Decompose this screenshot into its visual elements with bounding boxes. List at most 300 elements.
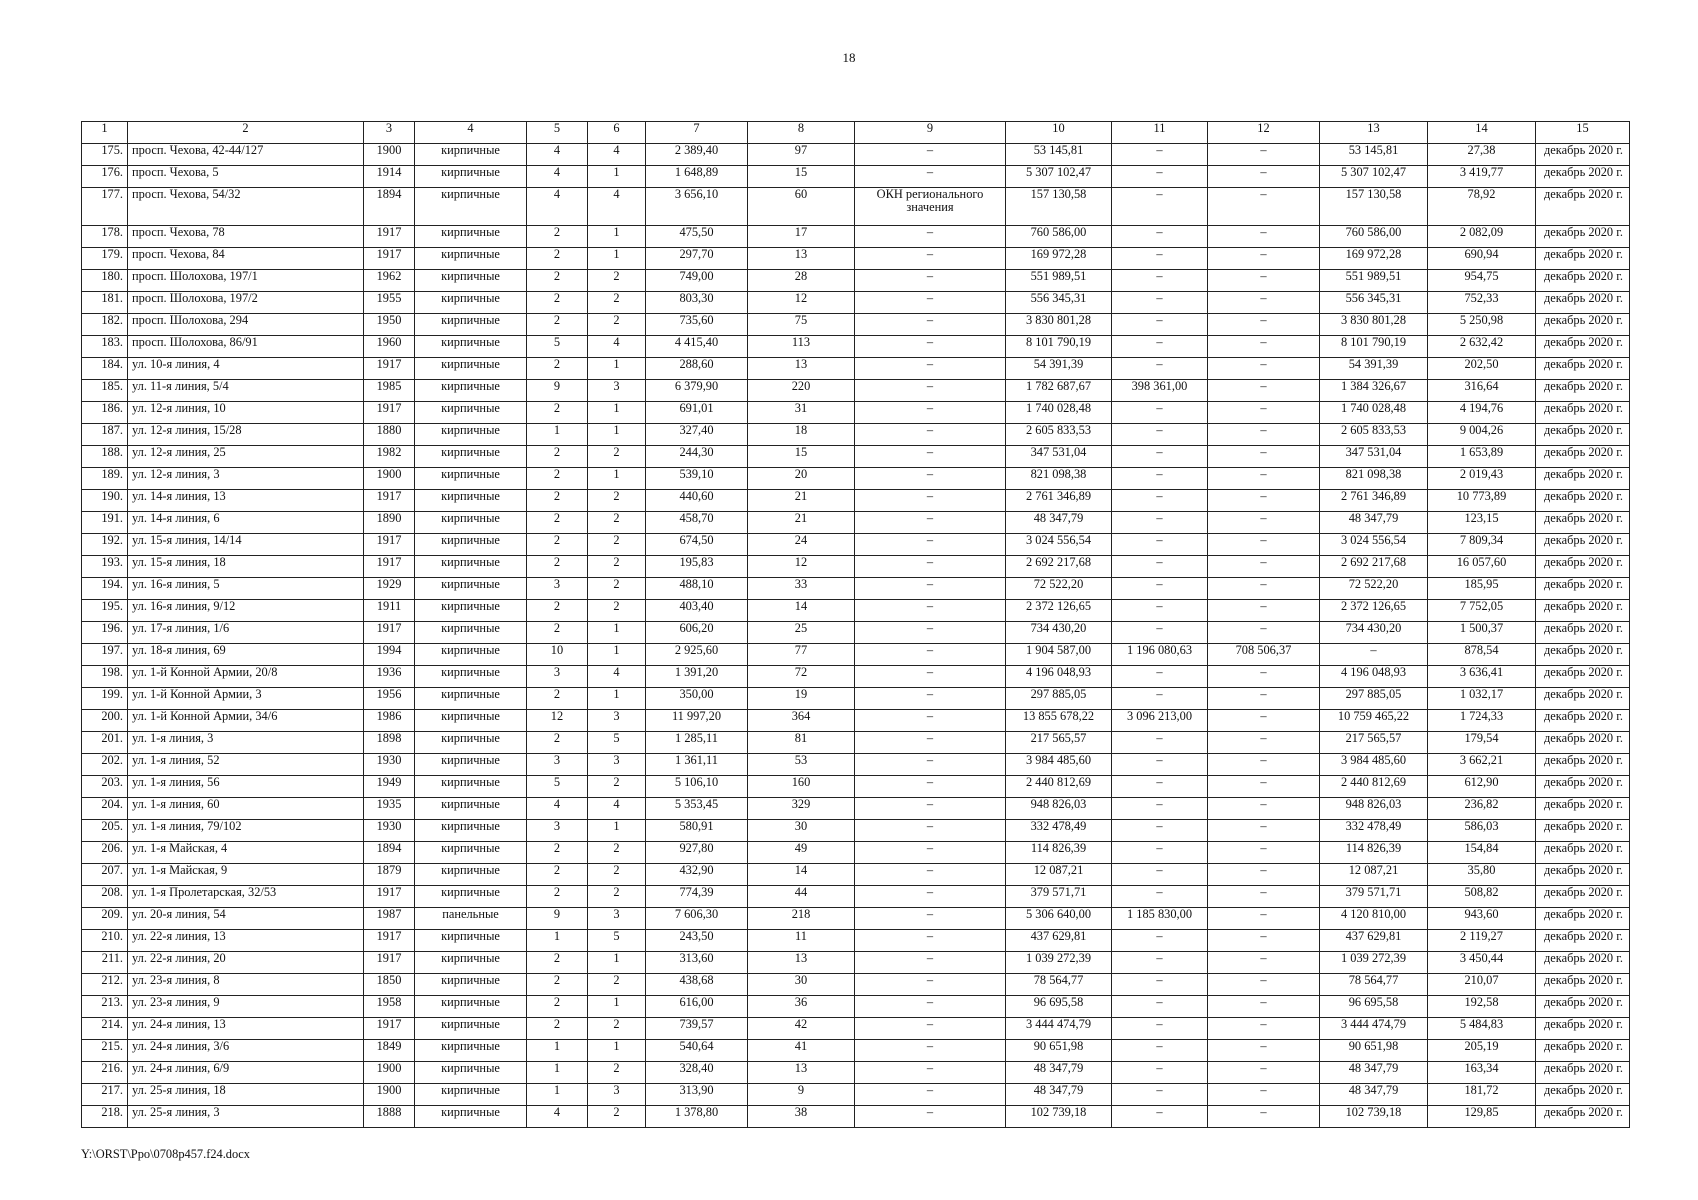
table-cell: декабрь 2020 г. xyxy=(1536,248,1630,270)
table-cell: 1 740 028,48 xyxy=(1320,402,1428,424)
table-cell: 954,75 xyxy=(1428,270,1536,292)
table-cell: – xyxy=(1208,974,1320,996)
table-cell: – xyxy=(1208,820,1320,842)
table-cell: 3 830 801,28 xyxy=(1320,314,1428,336)
table-cell: – xyxy=(855,820,1006,842)
table-cell: 81 xyxy=(748,732,855,754)
table-cell: 2 xyxy=(527,974,588,996)
table-row xyxy=(82,776,1630,798)
table-cell: – xyxy=(1112,688,1208,710)
table-cell: 220 xyxy=(748,380,855,402)
table-cell: 2 119,27 xyxy=(1428,930,1536,952)
table-cell: 288,60 xyxy=(646,358,748,380)
table-cell: – xyxy=(1208,578,1320,600)
table-cell: 1917 xyxy=(364,534,415,556)
table-cell: – xyxy=(1112,1084,1208,1106)
table-cell: 1900 xyxy=(364,468,415,490)
table-cell: 1917 xyxy=(364,622,415,644)
table-cell: 207. xyxy=(82,864,128,886)
table-row xyxy=(82,1040,1630,1062)
table-cell: 2 xyxy=(588,446,646,468)
table-cell: – xyxy=(855,292,1006,314)
table-cell: 691,01 xyxy=(646,402,748,424)
table-cell: 114 826,39 xyxy=(1320,842,1428,864)
table-cell: 10 759 465,22 xyxy=(1320,710,1428,732)
table-cell: декабрь 2020 г. xyxy=(1536,402,1630,424)
table-cell: – xyxy=(1112,314,1208,336)
table-row xyxy=(82,336,1630,358)
table-cell: 181. xyxy=(82,292,128,314)
table-cell: 1880 xyxy=(364,424,415,446)
table-cell: 179. xyxy=(82,248,128,270)
table-cell: 556 345,31 xyxy=(1006,292,1112,314)
table-cell: – xyxy=(855,952,1006,974)
table-cell: 16 057,60 xyxy=(1428,556,1536,578)
table-cell: – xyxy=(1208,424,1320,446)
header-cell: 9 xyxy=(855,122,1006,144)
table-cell: ул. 1-й Конной Армии, 3 xyxy=(128,688,364,710)
table-cell: 194. xyxy=(82,578,128,600)
table-cell: 2 xyxy=(588,292,646,314)
header-cell: 6 xyxy=(588,122,646,144)
table-cell: – xyxy=(855,930,1006,952)
table-cell: 379 571,71 xyxy=(1320,886,1428,908)
table-cell: 2 xyxy=(527,1018,588,1040)
table-cell: просп. Шолохова, 294 xyxy=(128,314,364,336)
table-cell: 1 653,89 xyxy=(1428,446,1536,468)
table-cell: 1 xyxy=(588,688,646,710)
table-cell: 1949 xyxy=(364,776,415,798)
table-cell: 169 972,28 xyxy=(1006,248,1112,270)
table-cell: 6 379,90 xyxy=(646,380,748,402)
table-cell: – xyxy=(1112,270,1208,292)
table-cell: кирпичные xyxy=(415,424,527,446)
table-cell: 2 xyxy=(527,402,588,424)
table-cell: – xyxy=(855,336,1006,358)
table-cell: – xyxy=(855,166,1006,188)
table-row xyxy=(82,732,1630,754)
buildings-table xyxy=(81,121,1630,1128)
table-row xyxy=(82,292,1630,314)
table-cell: 210,07 xyxy=(1428,974,1536,996)
table-cell: 1960 xyxy=(364,336,415,358)
table-cell: 18 xyxy=(748,424,855,446)
table-cell: декабрь 2020 г. xyxy=(1536,468,1630,490)
table-cell: 2 xyxy=(588,512,646,534)
table-cell: 3 656,10 xyxy=(646,188,748,226)
table-cell: 8 101 790,19 xyxy=(1006,336,1112,358)
table-cell: кирпичные xyxy=(415,358,527,380)
table-cell: 48 347,79 xyxy=(1006,1084,1112,1106)
table-row xyxy=(82,820,1630,842)
table-row xyxy=(82,644,1630,666)
table-cell: – xyxy=(1208,166,1320,188)
table-cell: декабрь 2020 г. xyxy=(1536,424,1630,446)
table-cell: – xyxy=(855,270,1006,292)
table-cell: 1917 xyxy=(364,358,415,380)
table-cell: 178. xyxy=(82,226,128,248)
table-cell: ОКН регионального значения xyxy=(855,188,1006,226)
table-cell: 10 773,89 xyxy=(1428,490,1536,512)
table-cell: просп. Чехова, 78 xyxy=(128,226,364,248)
table-cell: 347 531,04 xyxy=(1320,446,1428,468)
table-cell: 2 xyxy=(527,358,588,380)
table-cell: – xyxy=(1112,600,1208,622)
table-cell: 175. xyxy=(82,144,128,166)
table-cell: – xyxy=(855,732,1006,754)
table-cell: 5 307 102,47 xyxy=(1006,166,1112,188)
table-cell: 1 391,20 xyxy=(646,666,748,688)
table-cell: 4 xyxy=(527,166,588,188)
table-cell: кирпичные xyxy=(415,710,527,732)
table-cell: – xyxy=(855,248,1006,270)
table-cell: 217 565,57 xyxy=(1006,732,1112,754)
table-cell: просп. Чехова, 54/32 xyxy=(128,188,364,226)
table-cell: 49 xyxy=(748,842,855,864)
table-cell: ул. 15-я линия, 18 xyxy=(128,556,364,578)
table-cell: 11 xyxy=(748,930,855,952)
table-cell: ул. 22-я линия, 20 xyxy=(128,952,364,974)
table-cell: 185,95 xyxy=(1428,578,1536,600)
table-cell: 177. xyxy=(82,188,128,226)
table-row xyxy=(82,1062,1630,1084)
table-cell: 540,64 xyxy=(646,1040,748,1062)
table-cell: – xyxy=(1208,754,1320,776)
table-cell: 30 xyxy=(748,974,855,996)
table-cell: декабрь 2020 г. xyxy=(1536,578,1630,600)
header-cell: 1 xyxy=(82,122,128,144)
table-cell: 1982 xyxy=(364,446,415,468)
header-cell: 3 xyxy=(364,122,415,144)
table-cell: – xyxy=(1208,336,1320,358)
table-cell: 1 724,33 xyxy=(1428,710,1536,732)
table-cell: 1 xyxy=(588,358,646,380)
table-cell: декабрь 2020 г. xyxy=(1536,842,1630,864)
table-cell: 169 972,28 xyxy=(1320,248,1428,270)
table-cell: 42 xyxy=(748,1018,855,1040)
table-cell: 2 xyxy=(527,600,588,622)
table-cell: кирпичные xyxy=(415,1062,527,1084)
table-cell: 27,38 xyxy=(1428,144,1536,166)
table-cell: 123,15 xyxy=(1428,512,1536,534)
table-cell: 606,20 xyxy=(646,622,748,644)
table-row xyxy=(82,600,1630,622)
table-cell: кирпичные xyxy=(415,600,527,622)
table-cell: 31 xyxy=(748,402,855,424)
table-cell: 53 145,81 xyxy=(1006,144,1112,166)
table-cell: кирпичные xyxy=(415,952,527,974)
table-cell: 2 xyxy=(527,248,588,270)
table-row xyxy=(82,842,1630,864)
table-row xyxy=(82,270,1630,292)
table-cell: 195,83 xyxy=(646,556,748,578)
table-cell: 1917 xyxy=(364,490,415,512)
table-cell: 1 782 687,67 xyxy=(1006,380,1112,402)
table-cell: 2 xyxy=(588,556,646,578)
table-cell: 1 xyxy=(588,424,646,446)
table-cell: 2 xyxy=(588,1106,646,1128)
table-cell: – xyxy=(1208,600,1320,622)
table-cell: 48 347,79 xyxy=(1320,1084,1428,1106)
table-cell: – xyxy=(1208,1040,1320,1062)
table-cell: декабрь 2020 г. xyxy=(1536,446,1630,468)
table-cell: 2 xyxy=(527,622,588,644)
table-cell: ул. 18-я линия, 69 xyxy=(128,644,364,666)
table-cell: – xyxy=(855,1084,1006,1106)
table-cell: – xyxy=(1208,292,1320,314)
table-cell: ул. 23-я линия, 8 xyxy=(128,974,364,996)
table-cell: – xyxy=(855,710,1006,732)
table-cell: 821 098,38 xyxy=(1006,468,1112,490)
table-cell: ул. 12-я линия, 25 xyxy=(128,446,364,468)
table-cell: 332 478,49 xyxy=(1006,820,1112,842)
table-cell: 5 306 640,00 xyxy=(1006,908,1112,930)
table-cell: – xyxy=(1208,380,1320,402)
table-cell: – xyxy=(855,622,1006,644)
table-cell: 11 997,20 xyxy=(646,710,748,732)
table-cell: 328,40 xyxy=(646,1062,748,1084)
table-cell: 2 xyxy=(527,292,588,314)
table-row xyxy=(82,578,1630,600)
table-cell: 7 752,05 xyxy=(1428,600,1536,622)
table-cell: – xyxy=(855,1018,1006,1040)
table-cell: 72 xyxy=(748,666,855,688)
table-cell: – xyxy=(855,1062,1006,1084)
table-row xyxy=(82,864,1630,886)
table-cell: 760 586,00 xyxy=(1320,226,1428,248)
table-cell: кирпичные xyxy=(415,512,527,534)
table-cell: кирпичные xyxy=(415,776,527,798)
table-cell: кирпичные xyxy=(415,446,527,468)
table-cell: 539,10 xyxy=(646,468,748,490)
table-cell: 2 440 812,69 xyxy=(1006,776,1112,798)
table-cell: 3 xyxy=(527,820,588,842)
header-cell: 7 xyxy=(646,122,748,144)
table-cell: кирпичные xyxy=(415,622,527,644)
table-row xyxy=(82,930,1630,952)
table-cell: 2 xyxy=(588,886,646,908)
table-cell: 2 xyxy=(588,974,646,996)
table-cell: ул. 12-я линия, 10 xyxy=(128,402,364,424)
table-cell: кирпичные xyxy=(415,996,527,1018)
header-row xyxy=(82,122,1630,144)
table-cell: 54 391,39 xyxy=(1006,358,1112,380)
table-cell: – xyxy=(1208,534,1320,556)
table-cell: 3 636,41 xyxy=(1428,666,1536,688)
table-cell: кирпичные xyxy=(415,930,527,952)
table-cell: кирпичные xyxy=(415,842,527,864)
table-cell: кирпичные xyxy=(415,534,527,556)
table-cell: 1935 xyxy=(364,798,415,820)
table-cell: – xyxy=(1208,886,1320,908)
table-cell: – xyxy=(1112,952,1208,974)
table-cell: 12 xyxy=(527,710,588,732)
table-cell: 1 xyxy=(588,622,646,644)
table-cell: ул. 22-я линия, 13 xyxy=(128,930,364,952)
table-cell: кирпичные xyxy=(415,226,527,248)
table-cell: – xyxy=(1112,886,1208,908)
table-cell: 1 285,11 xyxy=(646,732,748,754)
table-cell: 5 xyxy=(588,930,646,952)
table-cell: – xyxy=(855,688,1006,710)
table-cell: 5 250,98 xyxy=(1428,314,1536,336)
table-row xyxy=(82,166,1630,188)
table-cell: – xyxy=(1112,864,1208,886)
table-cell: – xyxy=(855,886,1006,908)
table-cell: – xyxy=(855,842,1006,864)
table-cell: – xyxy=(1208,358,1320,380)
table-row xyxy=(82,402,1630,424)
table-cell: – xyxy=(1112,842,1208,864)
table-cell: 75 xyxy=(748,314,855,336)
table-cell: 176. xyxy=(82,166,128,188)
table-cell: 30 xyxy=(748,820,855,842)
table-cell: 7 809,34 xyxy=(1428,534,1536,556)
table-cell: 216. xyxy=(82,1062,128,1084)
table-cell: 5 307 102,47 xyxy=(1320,166,1428,188)
table-cell: ул. 16-я линия, 9/12 xyxy=(128,600,364,622)
table-cell: декабрь 2020 г. xyxy=(1536,512,1630,534)
table-cell: 1911 xyxy=(364,600,415,622)
table-cell: 5 xyxy=(527,336,588,358)
table-cell: 2 xyxy=(588,1018,646,1040)
table-cell: – xyxy=(1208,1106,1320,1128)
table-cell: 1917 xyxy=(364,930,415,952)
table-cell: кирпичные xyxy=(415,188,527,226)
table-cell: 3 444 474,79 xyxy=(1006,1018,1112,1040)
table-row xyxy=(82,380,1630,402)
table-cell: 2 692 217,68 xyxy=(1006,556,1112,578)
table-cell: – xyxy=(855,226,1006,248)
table-cell: 398 361,00 xyxy=(1112,380,1208,402)
table-cell: – xyxy=(1112,144,1208,166)
table-cell: 2 xyxy=(588,776,646,798)
table-cell: – xyxy=(1112,424,1208,446)
table-cell: 179,54 xyxy=(1428,732,1536,754)
table-cell: 1 xyxy=(527,1040,588,1062)
table-cell: 2 xyxy=(527,556,588,578)
table-cell: 77 xyxy=(748,644,855,666)
table-cell: 5 xyxy=(527,776,588,798)
table-cell: 3 xyxy=(588,908,646,930)
table-cell: 78,92 xyxy=(1428,188,1536,226)
table-cell: 2 xyxy=(588,578,646,600)
table-cell: 1 xyxy=(588,248,646,270)
table-cell: – xyxy=(1112,1106,1208,1128)
table-cell: 1929 xyxy=(364,578,415,600)
table-cell: 2 xyxy=(527,952,588,974)
table-cell: декабрь 2020 г. xyxy=(1536,688,1630,710)
table-cell: 210. xyxy=(82,930,128,952)
table-cell: кирпичные xyxy=(415,556,527,578)
header-cell: 5 xyxy=(527,122,588,144)
table-cell: – xyxy=(1208,1018,1320,1040)
table-cell: ул. 17-я линия, 1/6 xyxy=(128,622,364,644)
table-cell: ул. 1-я Пролетарская, 32/53 xyxy=(128,886,364,908)
table-cell: 2 xyxy=(527,468,588,490)
table-cell: декабрь 2020 г. xyxy=(1536,534,1630,556)
table-cell: 4 xyxy=(527,144,588,166)
table-cell: кирпичные xyxy=(415,248,527,270)
table-row xyxy=(82,144,1630,166)
table-cell: – xyxy=(1208,248,1320,270)
table-row xyxy=(82,248,1630,270)
table-cell: 21 xyxy=(748,490,855,512)
table-cell: 2 xyxy=(588,314,646,336)
header-cell: 11 xyxy=(1112,122,1208,144)
table-cell: – xyxy=(1112,1040,1208,1062)
table-cell: 204. xyxy=(82,798,128,820)
table-cell: 44 xyxy=(748,886,855,908)
table-cell: декабрь 2020 г. xyxy=(1536,864,1630,886)
table-cell: 734 430,20 xyxy=(1006,622,1112,644)
table-cell: 927,80 xyxy=(646,842,748,864)
table-cell: 1894 xyxy=(364,188,415,226)
table-cell: декабрь 2020 г. xyxy=(1536,490,1630,512)
table-row xyxy=(82,534,1630,556)
table-cell: 1888 xyxy=(364,1106,415,1128)
table-cell: декабрь 2020 г. xyxy=(1536,336,1630,358)
table-cell: ул. 10-я линия, 4 xyxy=(128,358,364,380)
table-cell: 3 xyxy=(527,754,588,776)
table-cell: – xyxy=(1112,930,1208,952)
table-cell: 1 039 272,39 xyxy=(1320,952,1428,974)
table-cell: 183. xyxy=(82,336,128,358)
table-cell: 803,30 xyxy=(646,292,748,314)
table-cell: 313,60 xyxy=(646,952,748,974)
table-cell: 186. xyxy=(82,402,128,424)
table-cell: декабрь 2020 г. xyxy=(1536,930,1630,952)
table-cell: 5 484,83 xyxy=(1428,1018,1536,1040)
table-row xyxy=(82,666,1630,688)
table-cell: 1958 xyxy=(364,996,415,1018)
table-cell: 1962 xyxy=(364,270,415,292)
table-cell: 1900 xyxy=(364,1062,415,1084)
table-cell: 5 xyxy=(588,732,646,754)
table-cell: 2 692 217,68 xyxy=(1320,556,1428,578)
table-row xyxy=(82,358,1630,380)
table-cell: – xyxy=(855,908,1006,930)
table-cell: ул. 14-я линия, 13 xyxy=(128,490,364,512)
table-cell: декабрь 2020 г. xyxy=(1536,996,1630,1018)
table-cell: 2 xyxy=(588,864,646,886)
table-row xyxy=(82,1018,1630,1040)
table-cell: кирпичные xyxy=(415,402,527,424)
table-cell: 488,10 xyxy=(646,578,748,600)
table-cell: 580,91 xyxy=(646,820,748,842)
table-cell: кирпичные xyxy=(415,1018,527,1040)
table-cell: – xyxy=(1112,622,1208,644)
table-cell: – xyxy=(855,666,1006,688)
header-cell: 15 xyxy=(1536,122,1630,144)
table-cell: 53 xyxy=(748,754,855,776)
table-cell: 90 651,98 xyxy=(1006,1040,1112,1062)
table-cell: 1 xyxy=(527,424,588,446)
table-cell: просп. Шолохова, 86/91 xyxy=(128,336,364,358)
table-cell: кирпичные xyxy=(415,490,527,512)
table-cell: – xyxy=(855,776,1006,798)
table-cell: – xyxy=(1208,1084,1320,1106)
header-cell: 14 xyxy=(1428,122,1536,144)
table-cell: ул. 1-я линия, 52 xyxy=(128,754,364,776)
table-cell: 3 xyxy=(588,1084,646,1106)
table-cell: 205,19 xyxy=(1428,1040,1536,1062)
table-cell: 12 xyxy=(748,556,855,578)
table-cell: – xyxy=(1112,1018,1208,1040)
table-cell: 24 xyxy=(748,534,855,556)
table-cell: 72 522,20 xyxy=(1006,578,1112,600)
table-cell: 180. xyxy=(82,270,128,292)
